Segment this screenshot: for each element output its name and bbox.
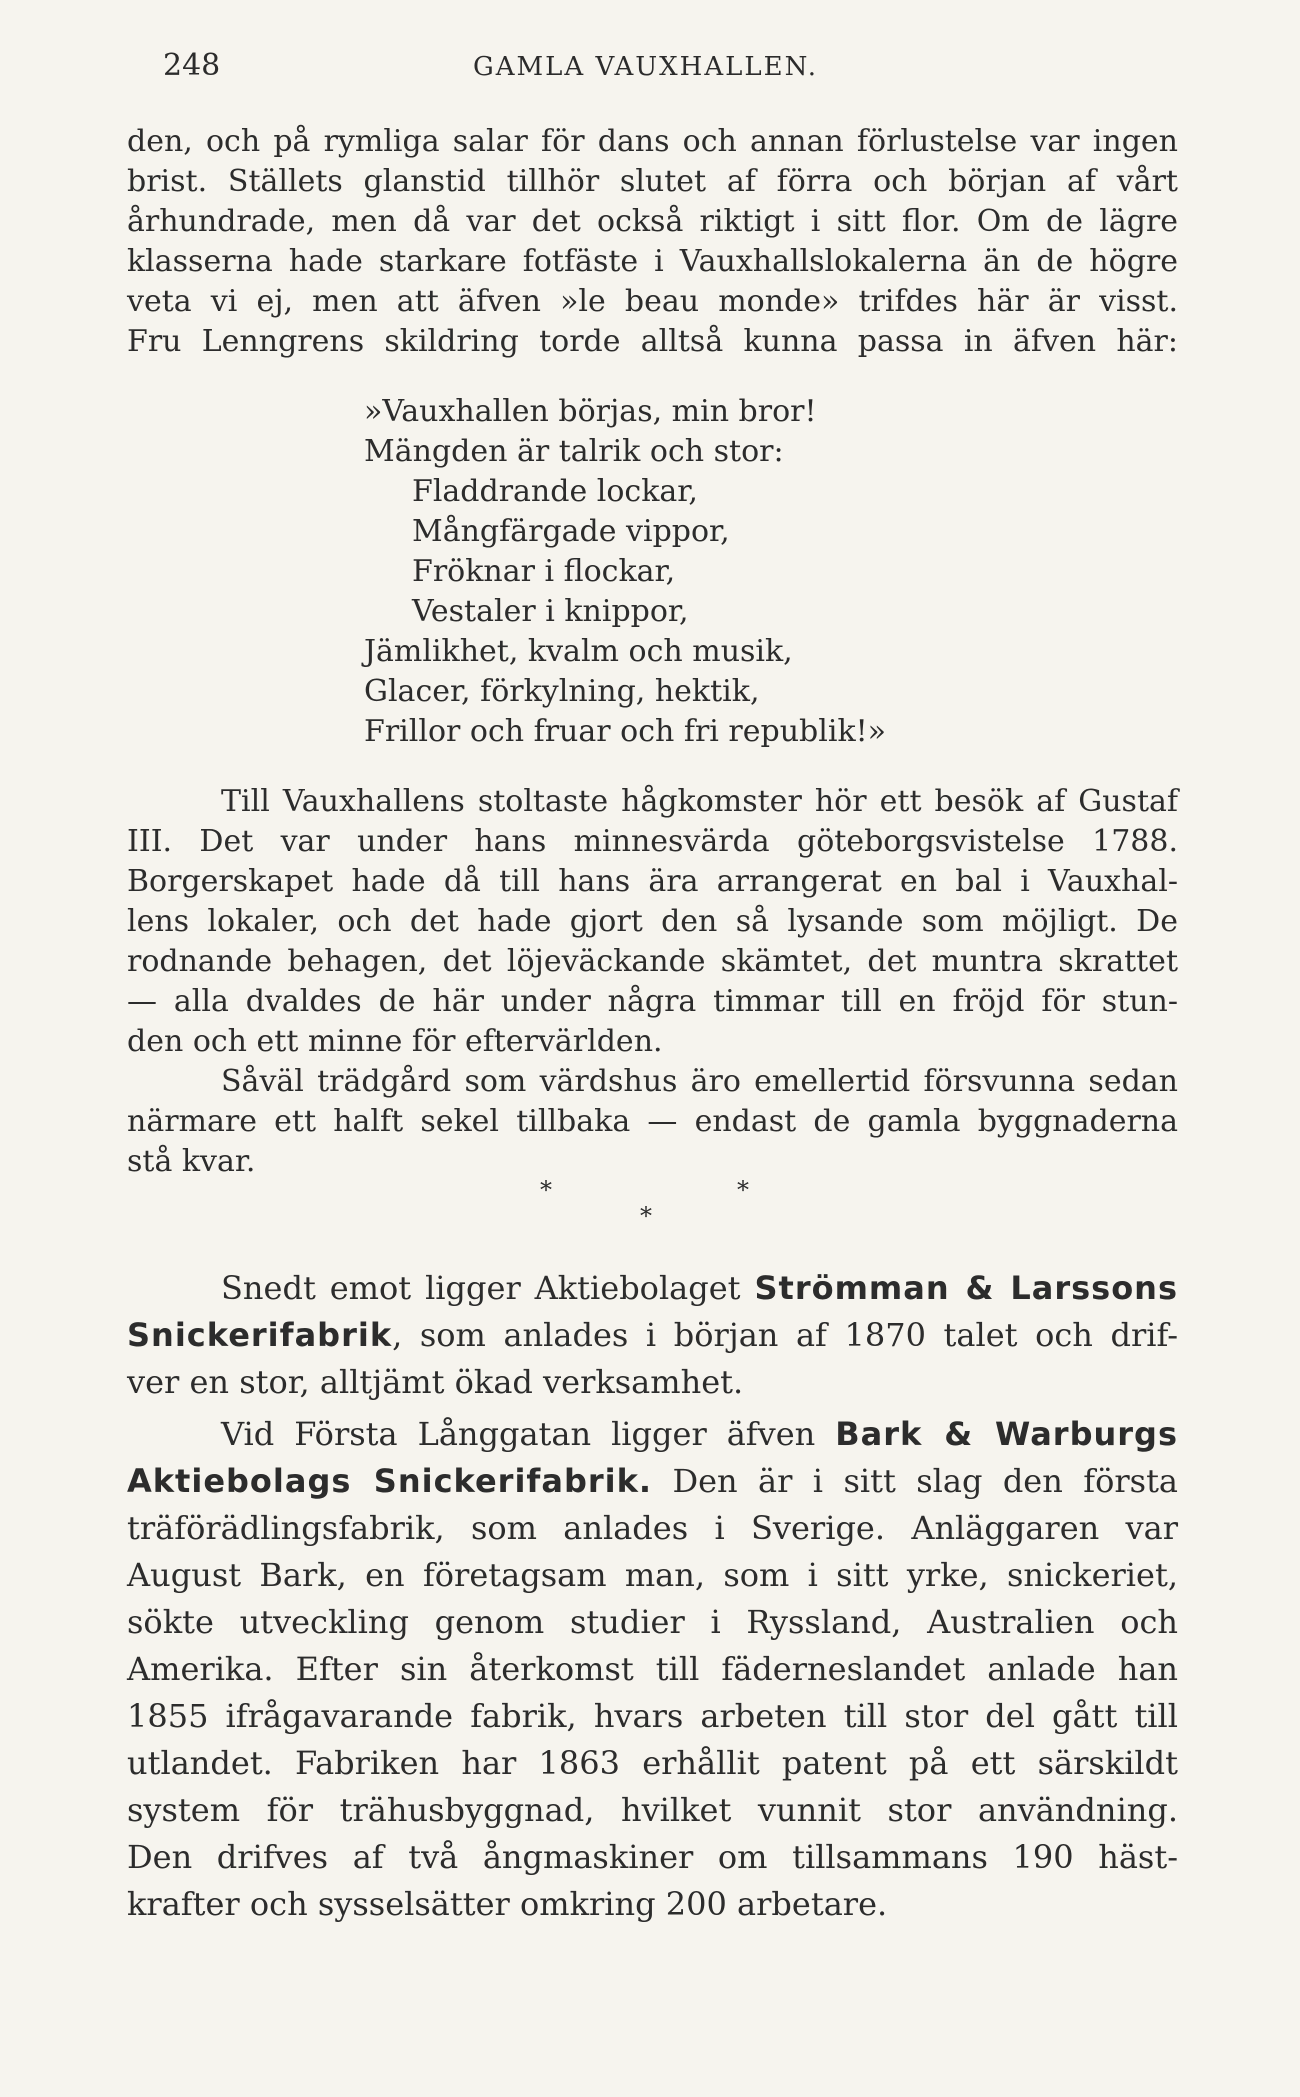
text-line: Borgerskapet hade då till hans ära arrangerat en bal i Vauxhal- — [127, 864, 1178, 899]
poem-line: Fröknar i flockar, — [412, 554, 676, 589]
poem-line: Glacer, förkylning, hektik, — [364, 674, 760, 709]
text-line: sökte utveckling genom studier i Ryssland, Australien och — [127, 1603, 1178, 1641]
text-line: den och ett minne för eftervärlden. — [127, 1024, 663, 1059]
page-header — [163, 48, 1173, 88]
poem-line: Frillor och fruar och fri republik!» — [364, 714, 887, 749]
text-line: Amerika. Efter sin återkomst till fäderneslandet anlade han — [127, 1650, 1178, 1688]
company-name: Aktiebolags Snickerifabrik. — [127, 1462, 653, 1500]
text-run: Snedt emot ligger Aktiebolaget — [221, 1269, 755, 1307]
company-name: Bark & Warburgs — [835, 1415, 1179, 1453]
text-line: stå kvar. — [127, 1144, 256, 1179]
text-line: Såväl trädgård som värdshus äro emellertid försvunna sedan — [221, 1064, 1178, 1099]
gustaf-paragraph — [127, 782, 1178, 1182]
poem-line: Jämlikhet, kvalm och musik, — [364, 634, 793, 669]
asterisk-mark: * — [737, 1176, 749, 1204]
poem-line: »Vauxhallen börjas, min bror! — [364, 394, 817, 429]
text-line: Till Vauxhallens stoltaste hågkomster hör ett besök af Gustaf — [221, 784, 1178, 819]
company-name: Strömman & Larssons — [754, 1269, 1179, 1307]
text-line: system för trähusbyggnad, hvilket vunnit stor användning. — [127, 1791, 1178, 1829]
text-line: utlandet. Fabriken har 1863 erhållit patent på ett särskildt — [127, 1744, 1178, 1782]
asterisk-mark: * — [640, 1202, 652, 1230]
factory-section — [127, 1265, 1178, 1928]
text-run: , som anlades i början af 1870 talet och drif- — [392, 1316, 1178, 1354]
text-line: ver en stor, alltjämt ökad verksamhet. — [127, 1363, 744, 1401]
running-title: GAMLA VAUXHALLEN. — [473, 52, 818, 82]
poem-line: Mångfärgade vippor, — [412, 514, 730, 549]
text-line: — alla dvaldes de här under några timmar till en fröjd för stun- — [127, 984, 1178, 1019]
poem-quote — [127, 392, 1178, 752]
text-line — [127, 1312, 1178, 1359]
text-line: lens lokaler, och det hade gjort den så lysande som möjligt. De — [127, 904, 1178, 939]
text-line: århundrade, men då var det också riktigt i sitt flor. Om de lägre — [127, 204, 1178, 239]
text-line: krafter och sysselsätter omkring 200 arbetare. — [127, 1885, 888, 1923]
text-line: brist. Ställets glanstid tillhör slutet af förra och början af vårt — [127, 164, 1178, 199]
text-line: den, och på rymliga salar för dans och annan förlustelse var ingen — [127, 124, 1178, 159]
page-number: 248 — [163, 48, 221, 83]
text-line: träförädlingsfabrik, som anlades i Sverige. Anläggaren var — [127, 1509, 1178, 1547]
text-line: Den drifves af två ångmaskiner om tillsammans 190 häst- — [127, 1838, 1178, 1876]
poem-line: Vestaler i knippor, — [412, 594, 689, 629]
intro-paragraph — [127, 122, 1178, 362]
text-line: närmare ett halft sekel tillbaka — endast de gamla byggnaderna — [127, 1104, 1178, 1139]
text-line: veta vi ej, men att äfven »le beau monde» trifdes här är visst. — [127, 284, 1178, 319]
text-line: 1855 ifrågavarande fabrik, hvars arbeten till stor del gått till — [127, 1697, 1178, 1735]
company-name: Snickerifabrik — [127, 1316, 393, 1354]
text-line: August Bark, en företagsam man, som i sitt yrke, snickeriet, — [127, 1556, 1178, 1594]
text-run: Den är i sitt slag den första — [652, 1462, 1179, 1500]
section-divider — [0, 1176, 1300, 1236]
text-line — [127, 1411, 1178, 1458]
poem-line: Fladdrande lockar, — [412, 474, 698, 509]
text-line: rodnande behagen, det löjeväckande skämtet, det muntra skrattet — [127, 944, 1178, 979]
text-line: Fru Lenngrens skildring torde alltså kunna passa in äfven här: — [127, 324, 1178, 359]
text-line: III. Det var under hans minnesvärda göteborgsvistelse 1788. — [127, 824, 1178, 859]
text-run: Vid Första Långgatan ligger äfven — [221, 1415, 836, 1453]
text-line — [127, 1458, 1178, 1505]
text-line — [127, 1265, 1178, 1312]
poem-line: Mängden är talrik och stor: — [364, 434, 784, 469]
text-line: klasserna hade starkare fotfäste i Vauxhallslokalerna än de högre — [127, 244, 1178, 279]
asterisk-mark: * — [540, 1176, 552, 1204]
